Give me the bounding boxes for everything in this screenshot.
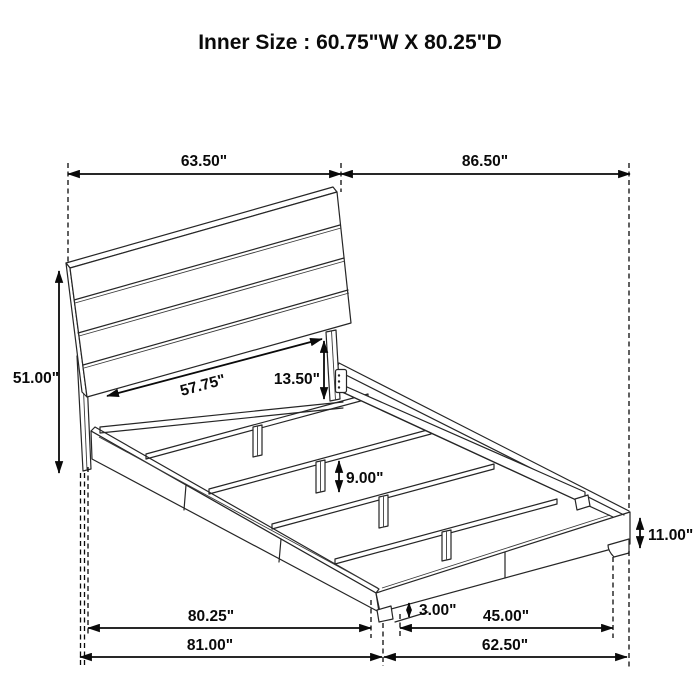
headboard (66, 187, 351, 471)
dimension-bed-depth-label: 86.50" (461, 153, 509, 170)
dimension-footboard-height-label: 11.00" (648, 527, 694, 544)
platform-base (91, 363, 630, 622)
rail-bracket (336, 370, 347, 393)
head-rail (100, 402, 343, 433)
dimension-overall-width-label: 62.50" (481, 637, 529, 654)
dimension-panel-width-label: 57.75" (178, 371, 228, 400)
side-rail-left-face (91, 431, 379, 612)
dimension-clearance-label: 3.00" (419, 602, 457, 619)
dimension-headboard-height-label: 51.00" (12, 370, 60, 387)
center-rail (338, 383, 590, 510)
dimension-platform-length-label: 80.25" (187, 608, 235, 625)
dimension-footboard-span-label: 45.00" (482, 608, 530, 625)
dimension-headboard-width-label: 63.50" (180, 153, 228, 170)
dimension-gap-label: 13.50" (273, 371, 320, 388)
footboard-face (376, 512, 630, 612)
side-rail-left-top (91, 427, 379, 593)
page-title: Inner Size : 60.75"W X 80.25"D (198, 31, 502, 54)
dimension-leg-height-label: 9.00" (346, 470, 384, 487)
dimension-overall-length-label: 81.00" (186, 637, 234, 654)
